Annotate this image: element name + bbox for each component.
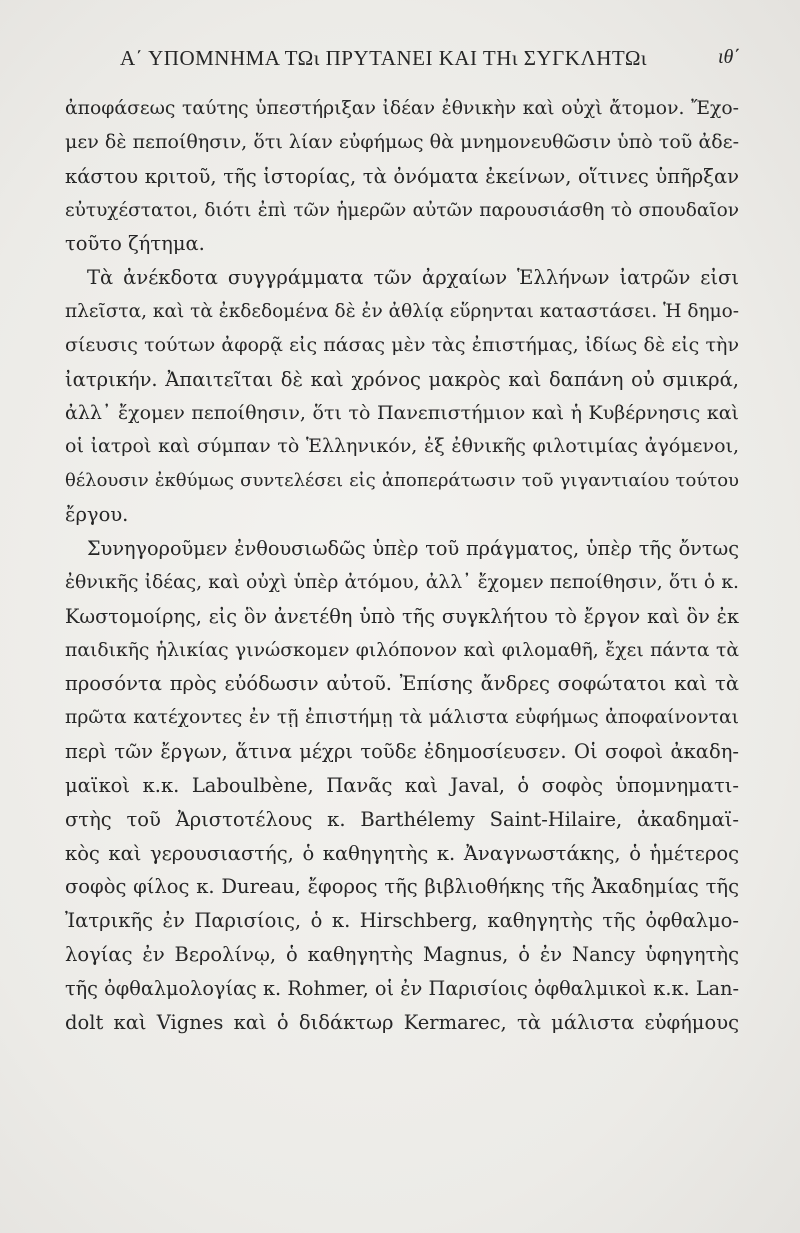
text-line: εὐτυχέστατοι, διότι ἐπὶ τῶν ἡμερῶν αὐτῶν παρουσιάσθη τὸ σπουδαῖον — [65, 199, 739, 221]
text-line: σοφὸς φίλος κ. Dureau, ἔφορος τῆς βιβλιοθήκης τῆς Ἀκαδημίας τῆς — [65, 875, 739, 899]
text-line: ἔργου. — [65, 503, 129, 527]
text-line: μαϊκοὶ κ.κ. Laboulbène, Πανᾶς καὶ Javal, ὁ σοφὸς ὑπομνηματι- — [65, 773, 739, 797]
text-line: ἀποφάσεως ταύτης ὑπεστήριξαν ἰδέαν ἐθνικὴν καὶ οὐχὶ ἄτομον. Ἔχο- — [65, 98, 739, 119]
text-line: κὸς καὶ γερουσιαστής, ὁ καθηγητὴς κ. Ἀναγνωστάκης, ὁ ἡμέτερος — [65, 841, 739, 865]
text-line: Τὰ ἀνέκδοτα συγγράμματα τῶν ἀρχαίων Ἑλλήνων ἰατρῶν εἰσι — [87, 266, 739, 290]
text-line: λογίας ἐν Βερολίνῳ, ὁ καθηγητὴς Magnus, ὁ ἐν Nancy ὑφηγητὴς — [65, 943, 739, 967]
text-line: οἱ ἰατροὶ καὶ σύμπαν τὸ Ἑλληνικόν, ἐξ ἐθνικῆς φιλοτιμίας ἀγόμενοι, — [65, 435, 739, 458]
text-line: τοῦτο ζήτημα. — [65, 232, 205, 256]
text-line: κάστου κριτοῦ, τῆς ἱστορίας, τὰ ὀνόματα ἐκείνων, οἵτινες ὑπῆρξαν — [65, 164, 739, 188]
text-line: ἰατρικήν. Ἀπαιτεῖται δὲ καὶ χρόνος μακρὸς καὶ δαπάνη οὐ σμικρά, — [65, 367, 739, 391]
text-line: πρῶτα κατέχοντες ἐν τῇ ἐπιστήμῃ τὰ μάλιστα εὐφήμως ἀποφαίνονται — [65, 707, 739, 729]
text-line: προσόντα πρὸς εὐόδωσιν αὐτοῦ. Ἐπίσης ἄνδρες σοφώτατοι καὶ τὰ — [65, 672, 739, 696]
text-line: Ἰατρικῆς ἐν Παρισίοις, ὁ κ. Hirschberg, καθηγητὴς τῆς ὀφθαλμο- — [65, 909, 739, 933]
text-line: Κωστομοίρης, εἰς ὃν ἀνετέθη ὑπὸ τῆς συγκλήτου τὸ ἔργον καὶ ὃν ἐκ — [65, 604, 739, 628]
text-line: πλεῖστα, καὶ τὰ ἐκδεδομένα δὲ ἐν ἀθλίᾳ εὕρηνται καταστάσει. Ἡ δημο- — [65, 301, 739, 323]
text-line: περὶ τῶν ἔργων, ἅτινα μέχρι τοῦδε ἐδημοσίευσεν. Οἱ σοφοὶ ἀκαδη- — [65, 740, 739, 764]
page-header — [110, 46, 740, 76]
text-line: Συνηγοροῦμεν ἐνθουσιωδῶς ὑπὲρ τοῦ πράγματος, ὑπὲρ τῆς ὄντως — [87, 536, 739, 560]
text-line: ἐθνικῆς ἰδέας, καὶ οὐχὶ ὑπὲρ ἀτόμου, ἀλλ᾽ ἔχομεν πεποίθησιν, ὅτι ὁ κ. — [65, 571, 739, 593]
body-text — [65, 92, 739, 1040]
text-line: στὴς τοῦ Ἀριστοτέλους κ. Barthélemy Saint-Hilaire, ἀκαδημαϊ- — [65, 807, 739, 831]
text-line: θέλουσιν ἐκθύμως συντελέσει εἰς ἀποπεράτωσιν τοῦ γιγαντιαίου τούτου — [65, 470, 739, 492]
text-line: ἀλλ᾽ ἔχομεν πεποίθησιν, ὅτι τὸ Πανεπιστήμιον καὶ ἡ Κυβέρνησις καὶ — [65, 401, 739, 424]
text-line: σίευσις τούτων ἀφορᾷ εἰς πάσας μὲν τὰς ἐπιστήμας, ἰδίως δὲ εἰς τὴν — [65, 333, 739, 356]
running-head: Α΄ ΥΠΟΜΝΗΜΑ ΤΩι ΠΡΥΤΑΝΕΙ ΚΑΙ ΤΗι ΣΥΓΚΛΗΤΩι — [120, 46, 648, 70]
text-line: παιδικῆς ἡλικίας γινώσκομεν φιλόπονον καὶ φιλομαθῆ, ἔχει πάντα τὰ — [65, 639, 739, 661]
page-number: ιθ΄ — [717, 46, 740, 68]
text-line: μεν δὲ πεποίθησιν, ὅτι λίαν εὐφήμως θὰ μνημονευθῶσιν ὑπὸ τοῦ ἀδε- — [65, 130, 739, 153]
text-line: dolt καὶ Vignes καὶ ὁ διδάκτωρ Kermarec, τὰ μάλιστα εὐφήμους — [65, 1010, 739, 1034]
text-line: τῆς ὀφθαλμολογίας κ. Rohmer, οἱ ἐν Παρισίοις ὀφθαλμικοὶ κ.κ. Lan- — [65, 976, 739, 1000]
